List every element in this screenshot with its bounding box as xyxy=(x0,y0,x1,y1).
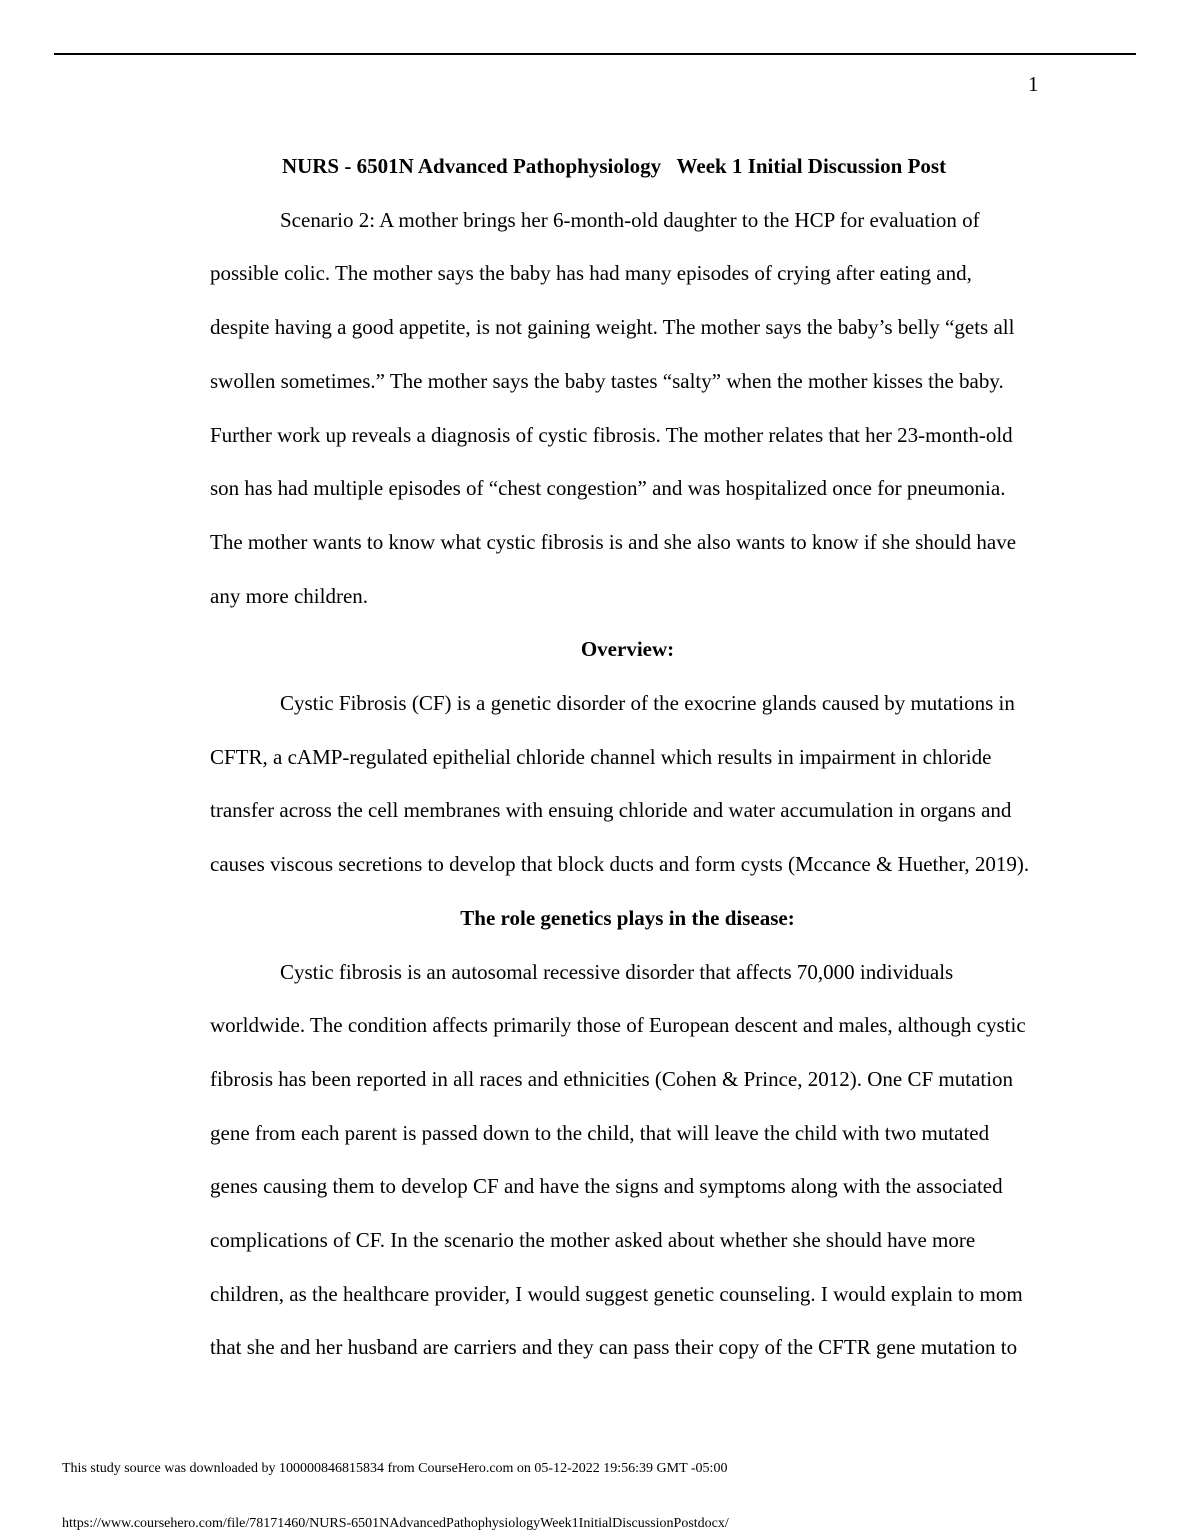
source-url[interactable]: https://www.coursehero.com/file/78171460/NURS-6501NAdvancedPathophysiologyWeek1InitialDiscussionPostdocx/ xyxy=(62,1516,729,1531)
overview-paragraph xyxy=(140,677,1050,892)
paragraph-line: gene from each parent is passed down to the child, that will leave the child with two mutated xyxy=(210,1120,990,1145)
paragraph-line: possible colic. The mother says the baby has had many episodes of crying after eating and, xyxy=(210,261,972,286)
paragraph-line: Cystic fibrosis is an autosomal recessive disorder that affects 70,000 individuals xyxy=(280,959,954,984)
header-rule xyxy=(54,53,1136,55)
paragraph-line: any more children. xyxy=(210,583,369,608)
paragraph-line: Further work up reveals a diagnosis of cystic fibrosis. The mother relates that her 23-month-old xyxy=(210,422,1013,447)
paragraph-line: CFTR, a cAMP-regulated epithelial chloride channel which results in impairment in chloride xyxy=(210,744,992,769)
paragraph-line: son has had multiple episodes of “chest congestion” and was hospitalized once for pneumonia. xyxy=(210,476,1006,501)
paragraph-line: causes viscous secretions to develop that block ducts and form cysts (Mccance & Huether, 2019). xyxy=(210,852,1030,877)
download-notice: This study source was downloaded by 100000846815834 from CourseHero.com on 05-12-2022 19:56:39 GMT -05:00 xyxy=(62,1461,728,1476)
scenario-paragraph xyxy=(140,194,1050,624)
paragraph-line: complications of CF. In the scenario the mother asked about whether she should have more xyxy=(210,1228,976,1253)
genetics-heading: The role genetics plays in the disease: xyxy=(460,905,795,930)
paragraph-line: that she and her husband are carriers and they can pass their copy of the CFTR gene mutation to xyxy=(210,1335,1018,1360)
paragraph-line: worldwide. The condition affects primarily those of European descent and males, although cystic xyxy=(210,1013,1026,1038)
genetics-paragraph xyxy=(140,946,1050,1376)
paragraph-line: children, as the healthcare provider, I would suggest genetic counseling. I would explain to mom xyxy=(210,1281,1023,1306)
document-title: NURS - 6501N Advanced Pathophysiology Week 1 Initial Discussion Post xyxy=(281,154,947,178)
paragraph-line: transfer across the cell membranes with ensuing chloride and water accumulation in organs and xyxy=(210,798,1012,823)
paragraph-line: fibrosis has been reported in all races and ethnicities (Cohen & Prince, 2012). One CF mutation xyxy=(210,1066,1014,1091)
paragraph-line: The mother wants to know what cystic fibrosis is and she also wants to know if she should have xyxy=(210,529,1017,554)
paragraph-line: Scenario 2: A mother brings her 6-month-old daughter to the HCP for evaluation of xyxy=(280,207,980,232)
paragraph-line: despite having a good appetite, is not gaining weight. The mother says the baby’s belly “gets all xyxy=(210,315,1015,340)
page-number: 1 xyxy=(1028,72,1039,96)
document-body xyxy=(140,140,1050,1375)
paragraph-line: Cystic Fibrosis (CF) is a genetic disorder of the exocrine glands caused by mutations in xyxy=(280,691,1015,716)
paragraph-line: swollen sometimes.” The mother says the baby tastes “salty” when the mother kisses the baby. xyxy=(210,368,1004,393)
overview-heading: Overview: xyxy=(580,637,675,662)
paragraph-line: genes causing them to develop CF and have the signs and symptoms along with the associated xyxy=(210,1174,1003,1199)
